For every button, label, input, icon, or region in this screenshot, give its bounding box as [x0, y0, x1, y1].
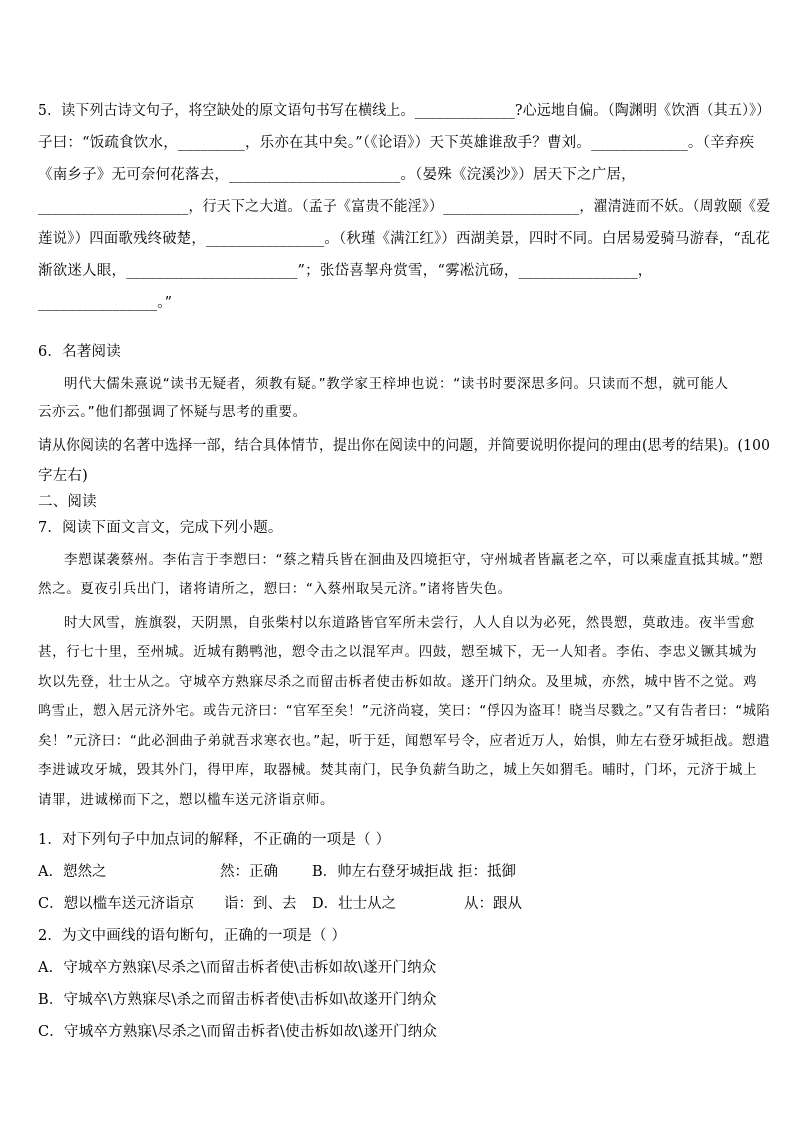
q7-sub2-option-c[interactable]: C．守城卒方熟寐\尽杀之\而留击柝者\使击柝如故\遂开门纳众: [38, 1024, 438, 1040]
q5-line-2: 子曰：“饭疏食饮水，_________，乐亦在其中矣。”（《论语》）天下英雄谁敌手？曹刘。_____________。（辛弃疾: [38, 135, 755, 151]
passage-line: 李愬谋袭蔡州。李佑言于李愬曰：“蔡之精兵皆在洄曲及四境拒守，守州城者皆羸老之卒，可以乘虚直抵其城。”愬: [64, 552, 764, 568]
q5-line-6: 渐欲迷人眼，_______________________”；张岱喜挈舟赏雪，“雾凇沆砀，________________，: [38, 263, 653, 279]
q5-line-1: 5．读下列古诗文句子，将空缺处的原文语句书写在横线上。______________?心远地自偏。（陶渊明《饮酒（其五）》）: [38, 103, 771, 119]
passage-line: 李进诚攻牙城，毁其外门，得甲库，取器械。焚其南门，民争负薪刍助之，城上矢如猬毛。晡时，门坏，元济于城上: [38, 762, 758, 778]
option-d[interactable]: D．壮士从之: [312, 896, 397, 912]
passage-line: 然之。夏夜引兵出门，诸将请所之，愬曰：“入蔡州取吴元济。”诸将皆失色。: [38, 581, 512, 597]
q6-quote-line-2: 云亦云。”他们都强调了怀疑与思考的重要。: [38, 404, 307, 420]
passage-line: 请罪，进诚梯而下之，愬以槛车送元济诣京师。: [38, 792, 335, 808]
option-a[interactable]: A．愬然之: [38, 864, 107, 880]
option-b[interactable]: B．帅左右登牙城拒战: [312, 864, 454, 880]
option-d-definition: 从：跟从: [464, 896, 522, 912]
q6-quote-line-1: 明代大儒朱熹说“读书无疑者，须教有疑。”教学家王梓坤也说：“读书时要深思多问。只读而不想，就可能人: [64, 376, 729, 392]
q5-line-4: _____________________，行天下之大道。（孟子《富贵不能淫》）___________________，濯清涟而不妖。（周敦颐《爱: [38, 199, 771, 215]
passage-line: 坎以先登，壮士从之。守城卒方熟寐尽杀之而留击柝者使击柝如故。遂开门纳众。及里城，亦然，城中皆不之觉。鸡: [38, 674, 758, 690]
q7-title: 7．阅读下面文言文，完成下列小题。: [38, 520, 283, 536]
q7-sub2-question: 2．为文中画线的语句断句，正确的一项是（ ）: [38, 928, 347, 944]
option-c-definition: 诣：到、去: [224, 896, 297, 912]
q7-sub1-question: 1．对下列句子中加点词的解释，不正确的一项是（ ）: [38, 832, 391, 848]
passage-line: 甚，行七十里，至州城。近城有鹅鸭池，愬令击之以混军声。四鼓，愬至城下，无一人知者。李佑、李忠义镢其城为: [38, 644, 758, 660]
q5-line-3: 《南乡子》无可奈何花落去，_______________________。（晏殊《浣溪沙》）居天下之广居，: [38, 167, 636, 183]
q6-task-line-1: 请从你阅读的名著中选择一部，结合具体情节，提出你在阅读中的问题，并简要说明你提问的理由(思考的结果)。(100: [38, 438, 771, 454]
q7-sub2-option-a[interactable]: A．守城卒方熟寐\尽杀之\而留击柝者使\击柝如故\遂开门纳众: [38, 960, 437, 976]
option-a-definition: 然：正确: [220, 864, 278, 880]
q5-line-5: 莲说》）四面歌残终破楚，________________。（秋瑾《满江红》）西湖美景，四时不同。白居易爱骑马游春，“乱花: [38, 231, 771, 247]
q6-title: 6．名著阅读: [38, 344, 121, 360]
passage-line: 鸣雪止，愬入居元济外宅。或告元济曰：“官军至矣！”元济尚寝，笑曰：“俘囚为盗耳！晓当尽戮之。”又有告者曰：“城陷: [38, 703, 771, 719]
option-c[interactable]: C．愬以槛车送元济诣京: [38, 896, 195, 912]
q6-task-line-2: 字左右): [38, 468, 88, 484]
passage-line: 时大风雪，旌旗裂，天阴黑，自张柴村以东道路皆官军所未尝行，人人自以为必死，然畏愬，莫敢违。夜半雪愈: [64, 615, 755, 631]
option-b-definition: 拒：抵御: [458, 864, 516, 880]
q5-line-7: ________________。”: [38, 295, 173, 311]
passage-line: 矣！”元济曰：“此必洄曲子弟就吾求寒衣也。”起，听于廷，闻愬军号令，应者近万人，始惧，帅左右登牙城拒战。愬遣: [38, 733, 771, 749]
section-2-heading: 二、阅读: [38, 494, 97, 510]
q7-sub2-option-b[interactable]: B．守城卒\方熟寐尽\杀之而留击柝者使\击柝如\故遂开门纳众: [38, 992, 437, 1008]
